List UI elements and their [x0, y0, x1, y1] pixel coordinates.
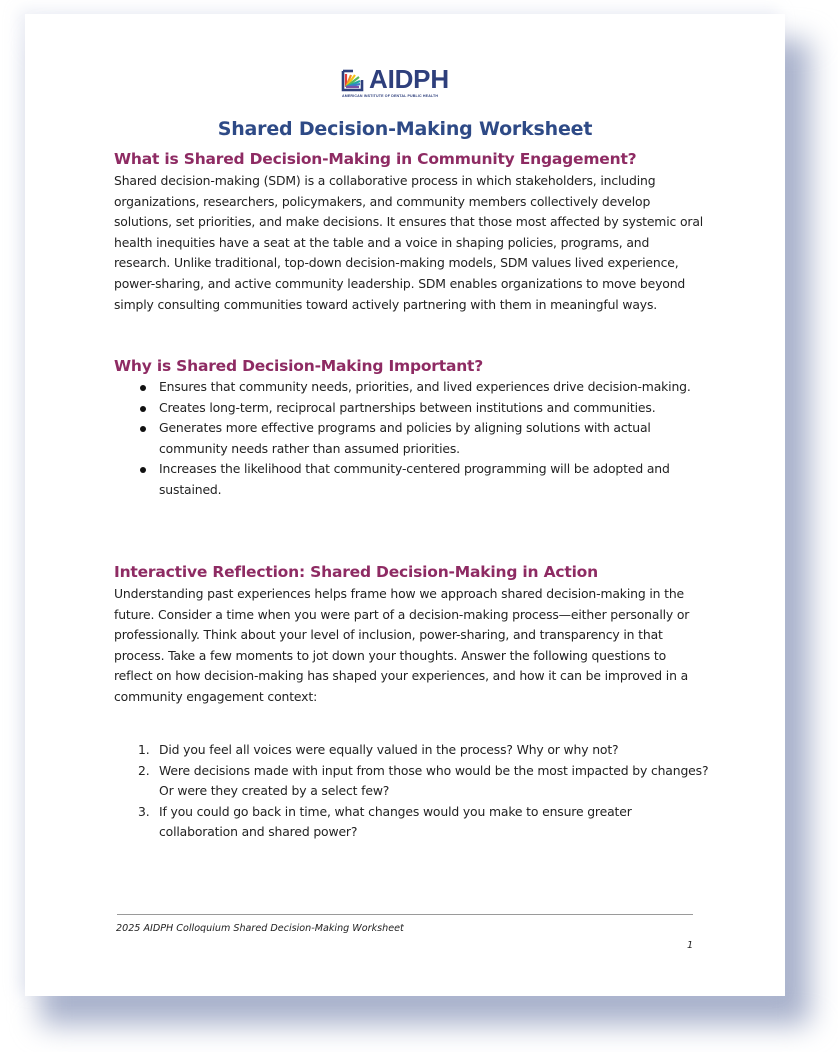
section-heading-interactive-reflection: Interactive Reflection: Shared Decision-Making in Action	[114, 563, 598, 581]
section-heading-why-important: Why is Shared Decision-Making Important?	[114, 357, 484, 375]
bullet-text: Generates more effective programs and policies by aligning solutions with actual community needs rather than assumed priorities.	[159, 420, 651, 456]
aidph-logo	[341, 66, 471, 102]
footer-caption: 2025 AIDPH Colloquium Shared Decision-Making Worksheet	[116, 923, 404, 934]
question-number: 3.	[138, 803, 150, 819]
question-text: If you could go back in time, what changes would you make to ensure greater collaboration and shared power?	[159, 803, 632, 840]
question-number: 1.	[138, 742, 150, 757]
reflection-question-list	[114, 740, 714, 843]
question-item	[114, 802, 714, 843]
section-paragraph-what-is-sdm: Shared decision-making (SDM) is a collaborative process in which stakeholders, including organizations, researchers, policymakers, and community members collectively develop solutions, set priorities, and make decisions. It ensures that those most affected by systemic oral health inequities have a seat at the table and a voice in shaping policies, programs, and research. Unlike traditional, top-down decision-making models, SDM values lived experience, power-sharing, and active community leadership. SDM enables organizations to move beyond simply consulting communities toward actively partnering with them in meaningful ways.	[114, 173, 704, 312]
bullet-text: Increases the likelihood that community-centered programming will be adopted and sustained.	[159, 461, 670, 497]
aidph-logo-mark-icon	[341, 67, 366, 92]
importance-bullet-list	[114, 377, 714, 501]
bullet-icon	[140, 467, 146, 473]
page-number: 1	[687, 940, 694, 951]
bullet-icon	[140, 385, 146, 391]
bullet-icon	[140, 406, 146, 412]
bullet-item	[114, 377, 714, 398]
footer-divider	[117, 914, 693, 915]
question-text: Did you feel all voices were equally valued in the process? Why or why not?	[159, 742, 619, 757]
bullet-item	[114, 418, 714, 459]
section-paragraph-interactive-reflection: Understanding past experiences helps frame how we approach shared decision-making in the future. Consider a time when you were part of a decision-making process—either personally or professionally. Think about your level of inclusion, power-sharing, and transparency in that process. Take a few moments to jot down your thoughts. Answer the following questions to reflect on how decision-making has shaped your experiences, and how it can be improved in a community engagement context:	[114, 586, 690, 704]
question-item	[114, 761, 714, 802]
question-item	[114, 740, 714, 761]
logo-wordmark: AIDPH	[369, 64, 449, 94]
question-text: Were decisions made with input from those who would be the most impacted by changes? Or were they created by a select few?	[159, 762, 709, 799]
logo-tagline: AMERICAN INSTITUTE OF DENTAL PUBLIC HEALTH	[342, 94, 439, 98]
bullet-item	[114, 459, 714, 500]
bullet-text: Ensures that community needs, priorities, and lived experiences drive decision-making.	[159, 379, 691, 394]
document-title: Shared Decision-Making Worksheet	[217, 118, 593, 140]
section-heading-what-is-sdm: What is Shared Decision-Making in Community Engagement?	[114, 150, 637, 168]
bullet-icon	[140, 426, 146, 432]
bullet-item	[114, 398, 714, 419]
bullet-text: Creates long-term, reciprocal partnerships between institutions and communities.	[159, 399, 656, 415]
question-number: 2.	[138, 762, 150, 778]
document-page	[25, 14, 785, 996]
